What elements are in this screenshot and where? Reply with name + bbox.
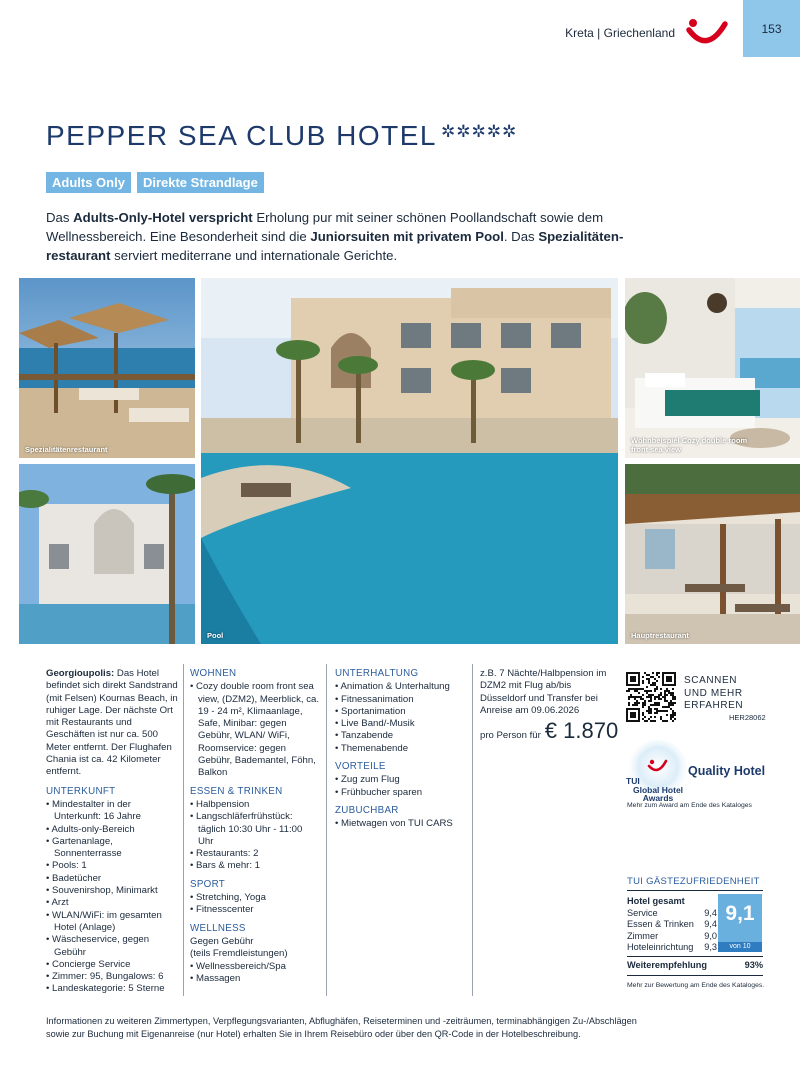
location-body: Das Hotel befindet sich direkt Sandstrand (mit Felsen) Kournas Beach, in ruhiger Lage. Der nächste Ort mit Restaurants und Geschäften ist nur ca. 500 Meter entfernt. Der Flughafen Chania ist ca. 42 Kilometer entfernt.	[46, 668, 178, 778]
rating-label: Service	[627, 907, 658, 918]
heading-unterkunft: UNTERKUNFT	[46, 785, 116, 797]
rating-value: 9,0	[704, 930, 717, 941]
column-divider	[326, 664, 327, 996]
list-item: • Halbpension	[190, 799, 320, 811]
qr-label-line: SCANNEN	[684, 675, 738, 686]
price-per-person-label: pro Person für	[480, 730, 541, 741]
price-example: z.B. 7 Nächte/Halbpension im DZM2 mit Flug ab/bis Düsseldorf und Transfer bei Anreise am 09.06.2026	[480, 668, 607, 716]
list-item: • Arzt	[46, 897, 178, 909]
satisfaction-total-label: Hotel gesamt	[627, 896, 685, 906]
score-scale: von 10	[718, 942, 762, 952]
list-item: • Landeskategorie: 5 Sterne	[46, 983, 178, 995]
list-item: • WLAN/WiFi: im gesamten Hotel (Anlage)	[46, 910, 178, 935]
satisfaction-heading: TUI GÄSTEZUFRIEDENHEIT	[627, 876, 760, 887]
location-text	[46, 668, 178, 779]
list-item: • Animation & Unterhaltung	[335, 681, 467, 693]
price-row	[480, 718, 618, 744]
heading-vorteile: VORTEILE	[335, 761, 386, 773]
badge-adults-only: Adults Only	[46, 172, 131, 193]
list-item: • Mindestalter in der Unterkunft: 16 Jahre	[46, 799, 178, 824]
intro-bold: Adults-Only-Hotel verspricht	[73, 210, 253, 225]
qr-label-line: ERFAHREN	[684, 700, 744, 711]
score-badge	[718, 894, 762, 952]
column-rooms	[190, 668, 320, 985]
heading-essen: ESSEN & TRINKEN	[190, 785, 283, 797]
heading-unterhaltung: UNTERHALTUNG	[335, 668, 419, 679]
caption-line: front sea view	[631, 445, 682, 454]
hotel-code: HER28062	[729, 713, 766, 722]
qr-label-line: UND MEHR	[684, 687, 743, 699]
heading-zubuchbar: ZUBUCHBAR	[335, 804, 399, 816]
divider-line	[627, 975, 763, 976]
photo-caption: Pool	[207, 631, 224, 640]
hotel-title	[46, 120, 517, 152]
intro-bold: Spezialitätenrestaurant	[46, 229, 624, 263]
award-label-line: Awards	[642, 793, 674, 803]
rating-value: 9,4	[704, 907, 717, 918]
list-item: • Stretching, Yoga	[190, 892, 320, 904]
rating-row	[627, 942, 717, 954]
price-value: € 1.870	[544, 718, 619, 743]
recommendation-label: Weiterempfehlung	[627, 960, 707, 970]
wellness-note: (teils Fremdleistungen)	[190, 948, 288, 960]
list-item: • Fitnesscenter	[190, 904, 320, 916]
photo-caption: Hauptrestaurant	[631, 631, 689, 640]
page-region: Kreta | Griechenland	[565, 26, 675, 40]
rating-row	[627, 908, 717, 920]
list-item: • Badetücher	[46, 873, 178, 885]
list-item: • Bars & mehr: 1	[190, 860, 320, 872]
heading-wohnen: WOHNEN	[190, 668, 237, 679]
qr-label	[684, 675, 743, 713]
badge-beach-location: Direkte Strandlage	[137, 172, 264, 193]
list-item: • Massagen	[190, 973, 320, 985]
list-item: • Tanzabende	[335, 730, 467, 742]
list-item: • Gartenanlage, Sonnenterrasse	[46, 836, 178, 861]
photo-beach	[19, 278, 195, 458]
satisfaction-table	[627, 896, 717, 954]
heading-sport: SPORT	[190, 878, 226, 890]
column-divider	[183, 664, 184, 996]
footer-line: Informationen zu weiteren Zimmertypen, Verpflegungsvarianten, Abflughäfen, Reiseterminen und -zeiträumen, terminabhängigen Zu-/Abschlägen	[46, 1016, 637, 1026]
footer-note	[46, 1015, 646, 1041]
column-divider	[472, 664, 473, 996]
photo-room	[625, 278, 800, 458]
list-item: • Concierge Service	[46, 959, 178, 971]
intro-part: Das	[46, 210, 74, 225]
list-item: • Live Band/-Musik	[335, 718, 467, 730]
rating-label: Hoteleinrichtung	[627, 942, 694, 953]
rating-value: 9,3	[704, 942, 717, 953]
heading-wellness: WELLNESS	[190, 922, 246, 934]
star-rating: ✲✲✲✲✲	[440, 122, 518, 141]
rating-row	[627, 919, 717, 931]
list-item: • Restaurants: 2	[190, 848, 320, 860]
rating-value: 9,4	[704, 919, 717, 930]
list-item: • Cozy double room front sea view, (DZM2), Meerblick, ca. 19 - 24 m², Klimaanlage, Safe, Minibar: gegen Gebühr, WLAN/ WiFi, Roomservice: gegen Gebühr, Bademantel, Föhn, Balkon	[190, 681, 320, 779]
award-note: Mehr zum Award am Ende des Kataloges	[627, 802, 752, 809]
list-item: • Mietwagen von TUI CARS	[335, 818, 467, 830]
list-item: • Frühbucher sparen	[335, 787, 467, 799]
intro-bold: Juniorsuiten mit privatem Pool	[310, 229, 504, 244]
list-item: • Adults-only-Bereich	[46, 824, 178, 836]
recommendation-value: 93%	[744, 960, 763, 970]
divider-line	[627, 890, 763, 891]
location-label: Georgioupolis:	[46, 668, 115, 679]
qr-code-icon[interactable]	[626, 672, 676, 722]
list-item: • Zimmer: 95, Bungalows: 6	[46, 971, 178, 983]
award-label-line: Global Hotel	[632, 784, 684, 795]
tui-logo-icon	[685, 14, 729, 50]
satisfaction-note: Mehr zur Bewertung am Ende des Kataloges.	[627, 982, 765, 989]
list-item: • Wellnessbereich/Spa	[190, 961, 320, 973]
list-item: • Zug zum Flug	[335, 774, 467, 786]
list-item: • Wäscheservice, gegen Gebühr	[46, 934, 178, 959]
intro-part: . Das	[503, 229, 539, 244]
intro-text	[46, 208, 626, 265]
footer-line: sowie zur Buchung mit Eigenanreise (nur Hotel) erhalten Sie in Ihrem Reisebüro oder über den QR-Code in der Hotelbeschreibung.	[46, 1029, 581, 1039]
recommendation-row	[627, 960, 763, 970]
rating-row	[627, 931, 717, 943]
photo-caption: Spezialitätenrestaurant	[25, 445, 108, 454]
divider-line	[627, 956, 763, 957]
list-item: • Pools: 1	[46, 860, 178, 872]
photo-pool	[201, 278, 618, 644]
photo-caption	[631, 436, 747, 454]
wellness-note: Gegen Gebühr	[190, 935, 254, 947]
list-item: • Sportanimation	[335, 706, 467, 718]
hotel-name: PEPPER SEA CLUB HOTEL	[46, 120, 437, 151]
badge-row	[46, 172, 264, 193]
page-number: 153	[743, 0, 800, 57]
award-title: Quality Hotel	[688, 764, 766, 778]
photo-restaurant	[625, 464, 800, 644]
list-item: • Fitnessanimation	[335, 694, 467, 706]
intro-part: Erholung pur mit seiner schönen Poollandschaft sowie dem Wellnessbereich. Eine Besonderheit sind die	[46, 210, 604, 244]
column-entertainment	[335, 668, 467, 831]
list-item: • Langschläferfrühstück: täglich 10:30 Uhr - 11:00 Uhr	[190, 811, 320, 848]
list-item: • Souvenirshop, Minimarkt	[46, 885, 178, 897]
award-label	[622, 777, 694, 803]
photo-building	[19, 464, 195, 644]
rating-label: Essen & Trinken	[627, 919, 694, 930]
list-item: • Themenabende	[335, 743, 467, 755]
intro-part: serviert mediterrane und internationale Gerichte.	[110, 248, 398, 263]
rating-label: Zimmer	[627, 930, 659, 941]
caption-line: Wohnbeispiel Cozy double room	[631, 436, 748, 445]
score-value: 9,1	[725, 902, 755, 925]
column-location	[46, 668, 178, 996]
award-label-line: TUI	[626, 776, 640, 786]
